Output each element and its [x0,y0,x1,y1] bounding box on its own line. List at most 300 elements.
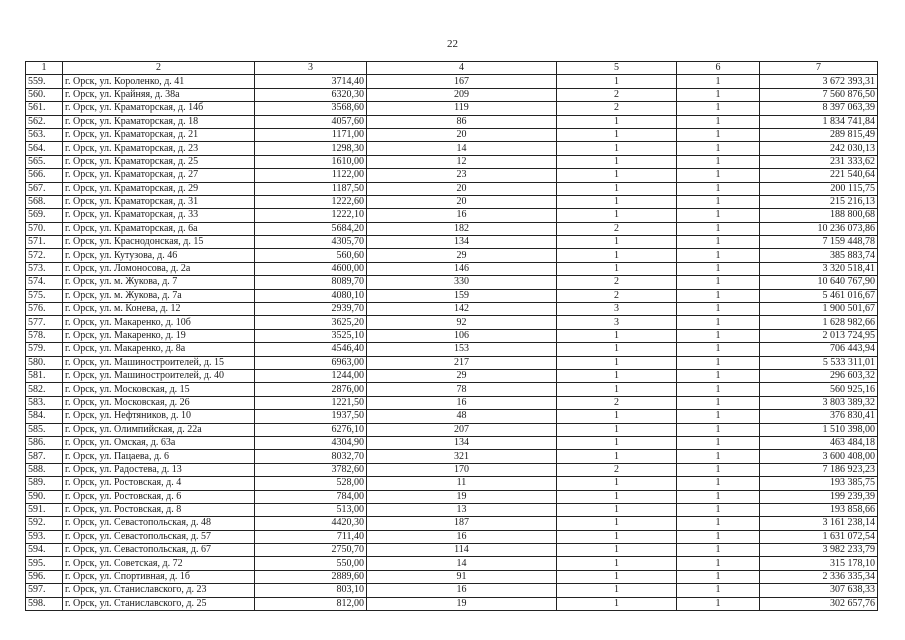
residents-cell: 209 [367,88,557,101]
amount-cell: 199 239,39 [760,490,878,503]
row-number-cell: 581. [26,369,63,382]
address-cell: г. Орск, ул. Ростовская, д. 6 [63,490,255,503]
row-number-cell: 578. [26,329,63,342]
table-body [26,75,878,611]
residents-cell: 153 [367,343,557,356]
residents-cell: 114 [367,544,557,557]
residents-cell: 106 [367,329,557,342]
count-cell: 1 [677,75,760,88]
count-cell: 1 [557,544,677,557]
address-cell: г. Орск, ул. Радостева, д. 13 [63,463,255,476]
count-cell: 1 [677,517,760,530]
row-number-cell: 596. [26,570,63,583]
row-number-cell: 597. [26,584,63,597]
residents-cell: 16 [367,396,557,409]
amount-cell: 3 600 408,00 [760,450,878,463]
amount-cell: 5 461 016,67 [760,289,878,302]
row-number-cell: 593. [26,530,63,543]
amount-cell: 463 484,18 [760,436,878,449]
row-number-cell: 580. [26,356,63,369]
column-header: 1 [26,62,63,75]
table-row [26,128,878,141]
residents-cell: 119 [367,102,557,115]
residents-cell: 207 [367,423,557,436]
count-cell: 1 [677,102,760,115]
count-cell: 1 [557,383,677,396]
amount-cell: 3 982 233,79 [760,544,878,557]
count-cell: 1 [557,262,677,275]
table-row [26,356,878,369]
count-cell: 1 [677,356,760,369]
column-header: 5 [557,62,677,75]
residents-cell: 167 [367,75,557,88]
row-number-cell: 579. [26,343,63,356]
address-cell: г. Орск, ул. Московская, д. 15 [63,383,255,396]
residents-cell: 23 [367,169,557,182]
table-row [26,597,878,610]
area-cell: 4304,90 [255,436,367,449]
residents-cell: 20 [367,182,557,195]
row-number-cell: 584. [26,410,63,423]
amount-cell: 2 336 335,34 [760,570,878,583]
address-cell: г. Орск, ул. Машиностроителей, д. 40 [63,369,255,382]
row-number-cell: 576. [26,303,63,316]
table-row [26,450,878,463]
area-cell: 3568,60 [255,102,367,115]
table-row [26,410,878,423]
amount-cell: 231 333,62 [760,155,878,168]
count-cell: 1 [677,115,760,128]
area-cell: 3525,10 [255,329,367,342]
row-number-cell: 567. [26,182,63,195]
residents-cell: 217 [367,356,557,369]
row-number-cell: 595. [26,557,63,570]
residents-cell: 142 [367,303,557,316]
count-cell: 1 [677,329,760,342]
row-number-cell: 591. [26,503,63,516]
address-cell: г. Орск, ул. Краматорская, д. 6а [63,222,255,235]
table-row [26,209,878,222]
table-row [26,396,878,409]
count-cell: 1 [557,182,677,195]
area-cell: 784,00 [255,490,367,503]
area-cell: 4546,40 [255,343,367,356]
address-cell: г. Орск, ул. Машиностроителей, д. 15 [63,356,255,369]
row-number-cell: 575. [26,289,63,302]
table-row [26,289,878,302]
address-cell: г. Орск, ул. Севастопольская, д. 67 [63,544,255,557]
count-cell: 2 [557,222,677,235]
address-cell: г. Орск, ул. м. Жукова, д. 7 [63,276,255,289]
row-number-cell: 570. [26,222,63,235]
column-header: 3 [255,62,367,75]
amount-cell: 7 159 448,78 [760,236,878,249]
count-cell: 1 [557,115,677,128]
amount-cell: 5 533 311,01 [760,356,878,369]
residents-cell: 159 [367,289,557,302]
row-number-cell: 564. [26,142,63,155]
area-cell: 1187,50 [255,182,367,195]
amount-cell: 193 385,75 [760,477,878,490]
address-cell: г. Орск, ул. Макаренко, д. 19 [63,329,255,342]
table-row [26,584,878,597]
amount-cell: 215 216,13 [760,195,878,208]
count-cell: 1 [677,423,760,436]
amount-cell: 3 320 518,41 [760,262,878,275]
address-cell: г. Орск, ул. Севастопольская, д. 48 [63,517,255,530]
area-cell: 3782,60 [255,463,367,476]
column-number-row [26,62,878,75]
amount-cell: 1 628 982,66 [760,316,878,329]
table-row [26,369,878,382]
count-cell: 1 [557,195,677,208]
address-cell: г. Орск, ул. Макаренко, д. 8а [63,343,255,356]
count-cell: 1 [557,356,677,369]
area-cell: 4080,10 [255,289,367,302]
address-cell: г. Орск, ул. Краматорская, д. 14б [63,102,255,115]
count-cell: 1 [557,410,677,423]
row-number-cell: 572. [26,249,63,262]
area-cell: 6276,10 [255,423,367,436]
count-cell: 1 [677,236,760,249]
count-cell: 1 [677,155,760,168]
count-cell: 1 [677,222,760,235]
register-table [25,61,878,611]
row-number-cell: 577. [26,316,63,329]
count-cell: 1 [677,128,760,141]
table-row [26,276,878,289]
table-row [26,262,878,275]
count-cell: 1 [557,517,677,530]
amount-cell: 193 858,66 [760,503,878,516]
area-cell: 4305,70 [255,236,367,249]
column-header: 7 [760,62,878,75]
area-cell: 1298,30 [255,142,367,155]
residents-cell: 29 [367,249,557,262]
amount-cell: 1 834 741,84 [760,115,878,128]
count-cell: 1 [557,450,677,463]
amount-cell: 200 115,75 [760,182,878,195]
amount-cell: 302 657,76 [760,597,878,610]
residents-cell: 91 [367,570,557,583]
row-number-cell: 561. [26,102,63,115]
table-row [26,490,878,503]
amount-cell: 706 443,94 [760,343,878,356]
table-row [26,169,878,182]
count-cell: 1 [557,597,677,610]
count-cell: 1 [557,503,677,516]
area-cell: 4600,00 [255,262,367,275]
residents-cell: 321 [367,450,557,463]
address-cell: г. Орск, ул. Краматорская, д. 29 [63,182,255,195]
area-cell: 1222,10 [255,209,367,222]
table-row [26,102,878,115]
row-number-cell: 569. [26,209,63,222]
table-header [26,62,878,75]
area-cell: 1222,60 [255,195,367,208]
count-cell: 1 [677,490,760,503]
count-cell: 1 [677,383,760,396]
table-row [26,503,878,516]
amount-cell: 376 830,41 [760,410,878,423]
column-header: 6 [677,62,760,75]
count-cell: 1 [677,463,760,476]
count-cell: 1 [557,477,677,490]
table-row [26,544,878,557]
count-cell: 1 [677,88,760,101]
row-number-cell: 598. [26,597,63,610]
row-number-cell: 592. [26,517,63,530]
table-row [26,329,878,342]
row-number-cell: 594. [26,544,63,557]
amount-cell: 188 800,68 [760,209,878,222]
count-cell: 1 [677,570,760,583]
count-cell: 1 [557,128,677,141]
count-cell: 1 [557,169,677,182]
row-number-cell: 590. [26,490,63,503]
table-row [26,570,878,583]
amount-cell: 3 161 238,14 [760,517,878,530]
count-cell: 1 [677,477,760,490]
address-cell: г. Орск, ул. Олимпийская, д. 22а [63,423,255,436]
count-cell: 1 [677,544,760,557]
count-cell: 1 [677,343,760,356]
area-cell: 528,00 [255,477,367,490]
row-number-cell: 568. [26,195,63,208]
count-cell: 1 [557,75,677,88]
count-cell: 1 [557,209,677,222]
count-cell: 1 [557,570,677,583]
address-cell: г. Орск, ул. Спортивная, д. 1б [63,570,255,583]
count-cell: 1 [677,249,760,262]
address-cell: г. Орск, ул. Ростовская, д. 4 [63,477,255,490]
address-cell: г. Орск, ул. Нефтяников, д. 10 [63,410,255,423]
amount-cell: 7 560 876,50 [760,88,878,101]
address-cell: г. Орск, ул. Ломоносова, д. 2а [63,262,255,275]
count-cell: 1 [557,423,677,436]
count-cell: 1 [677,530,760,543]
amount-cell: 1 510 398,00 [760,423,878,436]
table-row [26,477,878,490]
address-cell: г. Орск, ул. Краматорская, д. 33 [63,209,255,222]
table-row [26,517,878,530]
amount-cell: 10 236 073,86 [760,222,878,235]
address-cell: г. Орск, ул. м. Конева, д. 12 [63,303,255,316]
row-number-cell: 589. [26,477,63,490]
residents-cell: 11 [367,477,557,490]
area-cell: 2939,70 [255,303,367,316]
table-row [26,236,878,249]
address-cell: г. Орск, ул. Крайняя, д. 38а [63,88,255,101]
count-cell: 1 [677,289,760,302]
address-cell: г. Орск, ул. Краматорская, д. 18 [63,115,255,128]
address-cell: г. Орск, ул. Московская, д. 26 [63,396,255,409]
table-row [26,75,878,88]
address-cell: г. Орск, ул. Пацаева, д. 6 [63,450,255,463]
address-cell: г. Орск, ул. Краматорская, д. 23 [63,142,255,155]
residents-cell: 19 [367,490,557,503]
area-cell: 1244,00 [255,369,367,382]
row-number-cell: 583. [26,396,63,409]
address-cell: г. Орск, ул. Краматорская, д. 31 [63,195,255,208]
residents-cell: 12 [367,155,557,168]
residents-cell: 86 [367,115,557,128]
count-cell: 2 [557,463,677,476]
area-cell: 5684,20 [255,222,367,235]
residents-cell: 48 [367,410,557,423]
count-cell: 1 [677,584,760,597]
residents-cell: 14 [367,142,557,155]
area-cell: 6320,30 [255,88,367,101]
area-cell: 3714,40 [255,75,367,88]
count-cell: 2 [557,396,677,409]
row-number-cell: 560. [26,88,63,101]
table-row [26,222,878,235]
area-cell: 4420,30 [255,517,367,530]
count-cell: 1 [677,276,760,289]
table-row [26,249,878,262]
area-cell: 1610,00 [255,155,367,168]
address-cell: г. Орск, ул. Омская, д. 63а [63,436,255,449]
page-number: 22 [447,38,458,50]
area-cell: 2750,70 [255,544,367,557]
address-cell: г. Орск, ул. Севастопольская, д. 57 [63,530,255,543]
table-row [26,182,878,195]
table-row [26,115,878,128]
residents-cell: 16 [367,584,557,597]
amount-cell: 560 925,16 [760,383,878,396]
amount-cell: 296 603,32 [760,369,878,382]
count-cell: 1 [557,584,677,597]
residents-cell: 16 [367,209,557,222]
area-cell: 8089,70 [255,276,367,289]
residents-cell: 78 [367,383,557,396]
amount-cell: 307 638,33 [760,584,878,597]
table-row [26,316,878,329]
row-number-cell: 571. [26,236,63,249]
count-cell: 1 [677,503,760,516]
table-row [26,343,878,356]
amount-cell: 8 397 063,39 [760,102,878,115]
address-cell: г. Орск, ул. Краматорская, д. 21 [63,128,255,141]
row-number-cell: 574. [26,276,63,289]
count-cell: 3 [557,316,677,329]
amount-cell: 2 013 724,95 [760,329,878,342]
residents-cell: 92 [367,316,557,329]
area-cell: 6963,00 [255,356,367,369]
table-row [26,383,878,396]
table-row [26,436,878,449]
count-cell: 1 [677,369,760,382]
area-cell: 3625,20 [255,316,367,329]
row-number-cell: 566. [26,169,63,182]
count-cell: 1 [557,236,677,249]
amount-cell: 221 540,64 [760,169,878,182]
table-row [26,88,878,101]
residents-cell: 29 [367,369,557,382]
count-cell: 1 [557,249,677,262]
row-number-cell: 573. [26,262,63,275]
residents-cell: 134 [367,436,557,449]
address-cell: г. Орск, ул. Советская, д. 72 [63,557,255,570]
count-cell: 1 [677,182,760,195]
area-cell: 550,00 [255,557,367,570]
amount-cell: 3 672 393,31 [760,75,878,88]
residents-cell: 13 [367,503,557,516]
residents-cell: 20 [367,195,557,208]
residents-cell: 187 [367,517,557,530]
table-row [26,423,878,436]
count-cell: 1 [557,369,677,382]
count-cell: 1 [677,169,760,182]
residents-cell: 182 [367,222,557,235]
count-cell: 2 [557,276,677,289]
address-cell: г. Орск, ул. Кутузова, д. 46 [63,249,255,262]
count-cell: 1 [677,142,760,155]
count-cell: 1 [557,329,677,342]
amount-cell: 1 631 072,54 [760,530,878,543]
row-number-cell: 559. [26,75,63,88]
count-cell: 1 [677,597,760,610]
count-cell: 1 [557,155,677,168]
amount-cell: 3 803 389,32 [760,396,878,409]
area-cell: 803,10 [255,584,367,597]
residents-cell: 14 [367,557,557,570]
amount-cell: 385 883,74 [760,249,878,262]
count-cell: 1 [557,530,677,543]
residents-cell: 16 [367,530,557,543]
count-cell: 1 [677,316,760,329]
count-cell: 1 [677,195,760,208]
row-number-cell: 587. [26,450,63,463]
count-cell: 2 [557,102,677,115]
area-cell: 2876,00 [255,383,367,396]
row-number-cell: 562. [26,115,63,128]
count-cell: 1 [557,142,677,155]
residents-cell: 134 [367,236,557,249]
table-row [26,142,878,155]
row-number-cell: 588. [26,463,63,476]
table-row [26,195,878,208]
address-cell: г. Орск, ул. Краматорская, д. 27 [63,169,255,182]
amount-cell: 1 900 501,67 [760,303,878,316]
count-cell: 1 [677,557,760,570]
count-cell: 1 [557,343,677,356]
table-row [26,463,878,476]
count-cell: 3 [557,303,677,316]
area-cell: 1171,00 [255,128,367,141]
area-cell: 513,00 [255,503,367,516]
column-header: 4 [367,62,557,75]
address-cell: г. Орск, ул. Краснодонская, д. 15 [63,236,255,249]
residents-cell: 19 [367,597,557,610]
count-cell: 1 [677,410,760,423]
area-cell: 812,00 [255,597,367,610]
residents-cell: 330 [367,276,557,289]
table-row [26,557,878,570]
residents-cell: 170 [367,463,557,476]
address-cell: г. Орск, ул. Станиславского, д. 23 [63,584,255,597]
address-cell: г. Орск, ул. Макаренко, д. 10б [63,316,255,329]
amount-cell: 242 030,13 [760,142,878,155]
count-cell: 1 [557,557,677,570]
residents-cell: 20 [367,128,557,141]
count-cell: 2 [557,289,677,302]
address-cell: г. Орск, ул. м. Жукова, д. 7а [63,289,255,302]
count-cell: 1 [677,303,760,316]
table-row [26,530,878,543]
row-number-cell: 582. [26,383,63,396]
